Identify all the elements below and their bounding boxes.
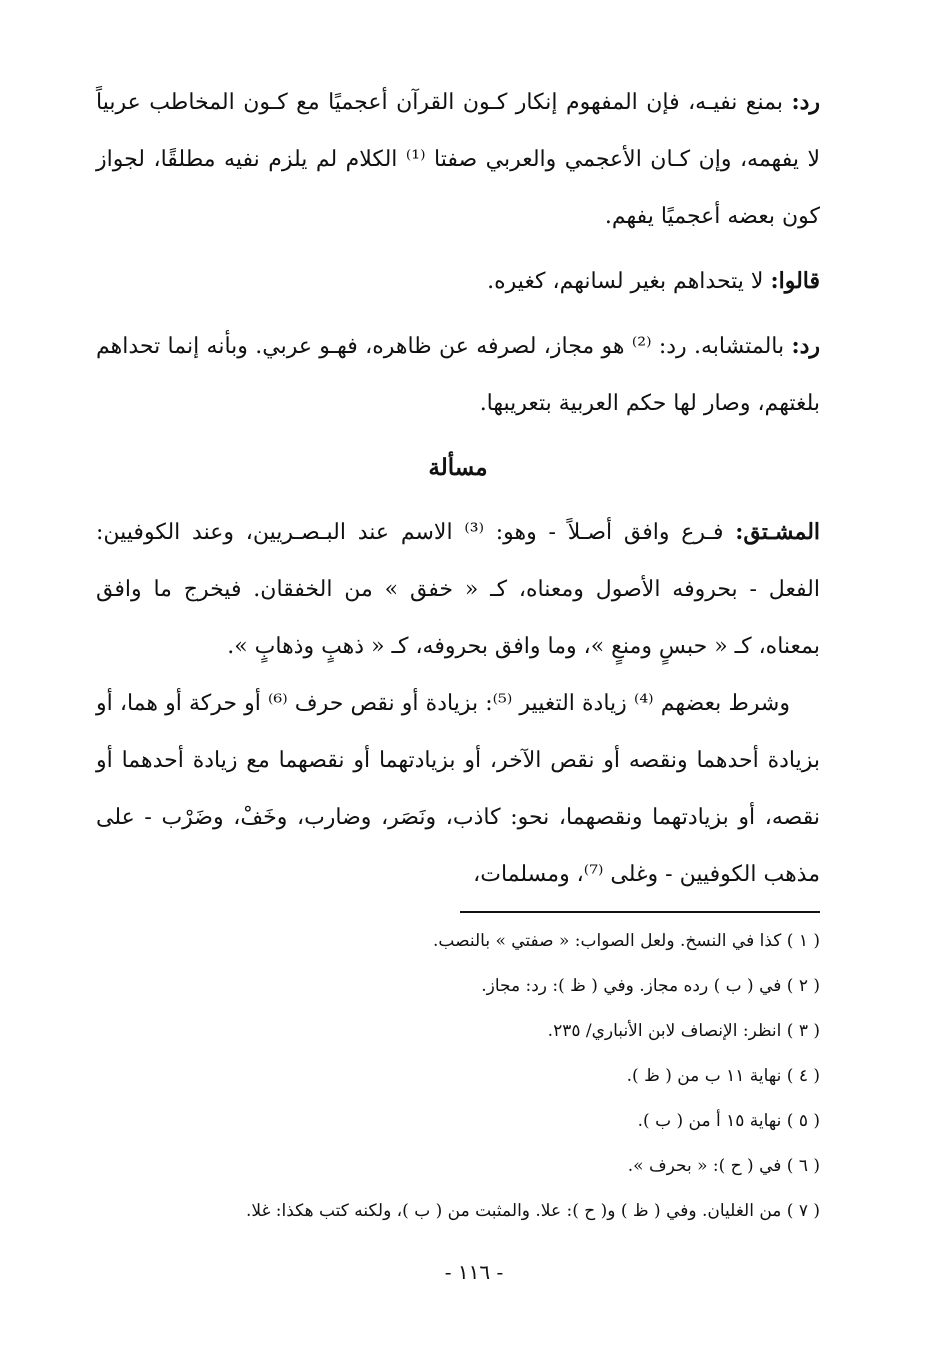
footnote-separator — [460, 911, 820, 913]
footnote: ( ٥ ) نهاية ١٥ أ من ( ب ). — [637, 1111, 820, 1131]
footnote: ( ٧ ) من الغليان. وفي ( ظ ) و( ح ): علا. والمثبت من ( ب )، ولكنه كتب هكذا: غلا. — [245, 1201, 820, 1221]
paragraph-text: فـرع وافق أصـلاً - وهو: ⁽³⁾ الاسم عند البـصـريين، وعند الكوفيين: الفعل - بحروفه الأصول ومعناه، كـ « خفق » من الخفقان. فيخرج ما وافق بمعناه، كـ « حبسٍ ومنعٍ »، وما وافق بحروفه، كـ « ذهبٍ وذهابٍ ». — [96, 520, 820, 659]
paragraph-text: بالمتشابه. رد: ⁽²⁾ هو مجاز، لصرفه عن ظاهره، فهـو عربي. وبأنه إنما تحداهم بلغتهم، وصار لها حكم العربية بتعريبها. — [96, 334, 820, 416]
footnote: ( ٤ ) نهاية ١١ ب من ( ظ ). — [626, 1066, 820, 1086]
main-text — [96, 74, 820, 903]
paragraph-text: لا يتحداهم بغير لسانهم، كغيره. — [487, 269, 771, 294]
paragraph-reply-2 — [96, 318, 820, 432]
section-heading: مسألة — [428, 454, 488, 481]
lead-term: المشـتق: — [735, 519, 821, 545]
lead-term: رد: — [791, 333, 821, 359]
paragraph-they-said — [96, 253, 820, 310]
paragraph-text: وشرط بعضهم ⁽⁴⁾ زيادة التغيير ⁽⁵⁾: بزيادة أو نقص حرف ⁽⁶⁾ أو حركة أو هما، أو بزيادة أحدهما ونقصه أو نقص الآخر، أو بزيادتهما أو نقصهما مع زيادة أحدهما أو نقصه، أو بزيادتهما ونقصهما، نحو: كاذب، ونَصَر، وضارب، وخَفْ، وضَرْب - على مذهب الكوفيين - وغلى ⁽⁷⁾، ومسلمات، — [96, 691, 820, 887]
footnotes-list — [96, 919, 820, 1234]
footnote: ( ٦ ) في ( ح ): « بحرف ». — [627, 1156, 820, 1176]
lead-term: قالوا: — [770, 268, 820, 294]
footnote: ( ١ ) كذا في النسخ. ولعل الصواب: « صفتي » بالنصب. — [432, 931, 820, 951]
page-number: - ١١٦ - — [444, 1260, 504, 1284]
lead-term: رد: — [791, 89, 820, 115]
paragraph-text: بمنع نفيـه، فإن المفهوم إنكار كـون القرآن أعجميًا مع كـون المخاطب عربياً لا يفهمه، وإن كـان الأعجمي والعربي صفتا ⁽¹⁾ الكلام لم يلزم نفيه مطلقًا، لجواز كون بعضه أعجميًا يفهم. — [96, 90, 820, 229]
paragraph-condition — [96, 675, 820, 903]
paragraph-reply-1 — [96, 74, 820, 245]
footnote: ( ٢ ) في ( ب ) رده مجاز. وفي ( ظ ): رد: مجاز. — [481, 976, 820, 996]
footnote: ( ٣ ) انظر: الإنصاف لابن الأنباري/ ٢٣٥. — [547, 1021, 820, 1041]
paragraph-derivative — [96, 504, 820, 675]
